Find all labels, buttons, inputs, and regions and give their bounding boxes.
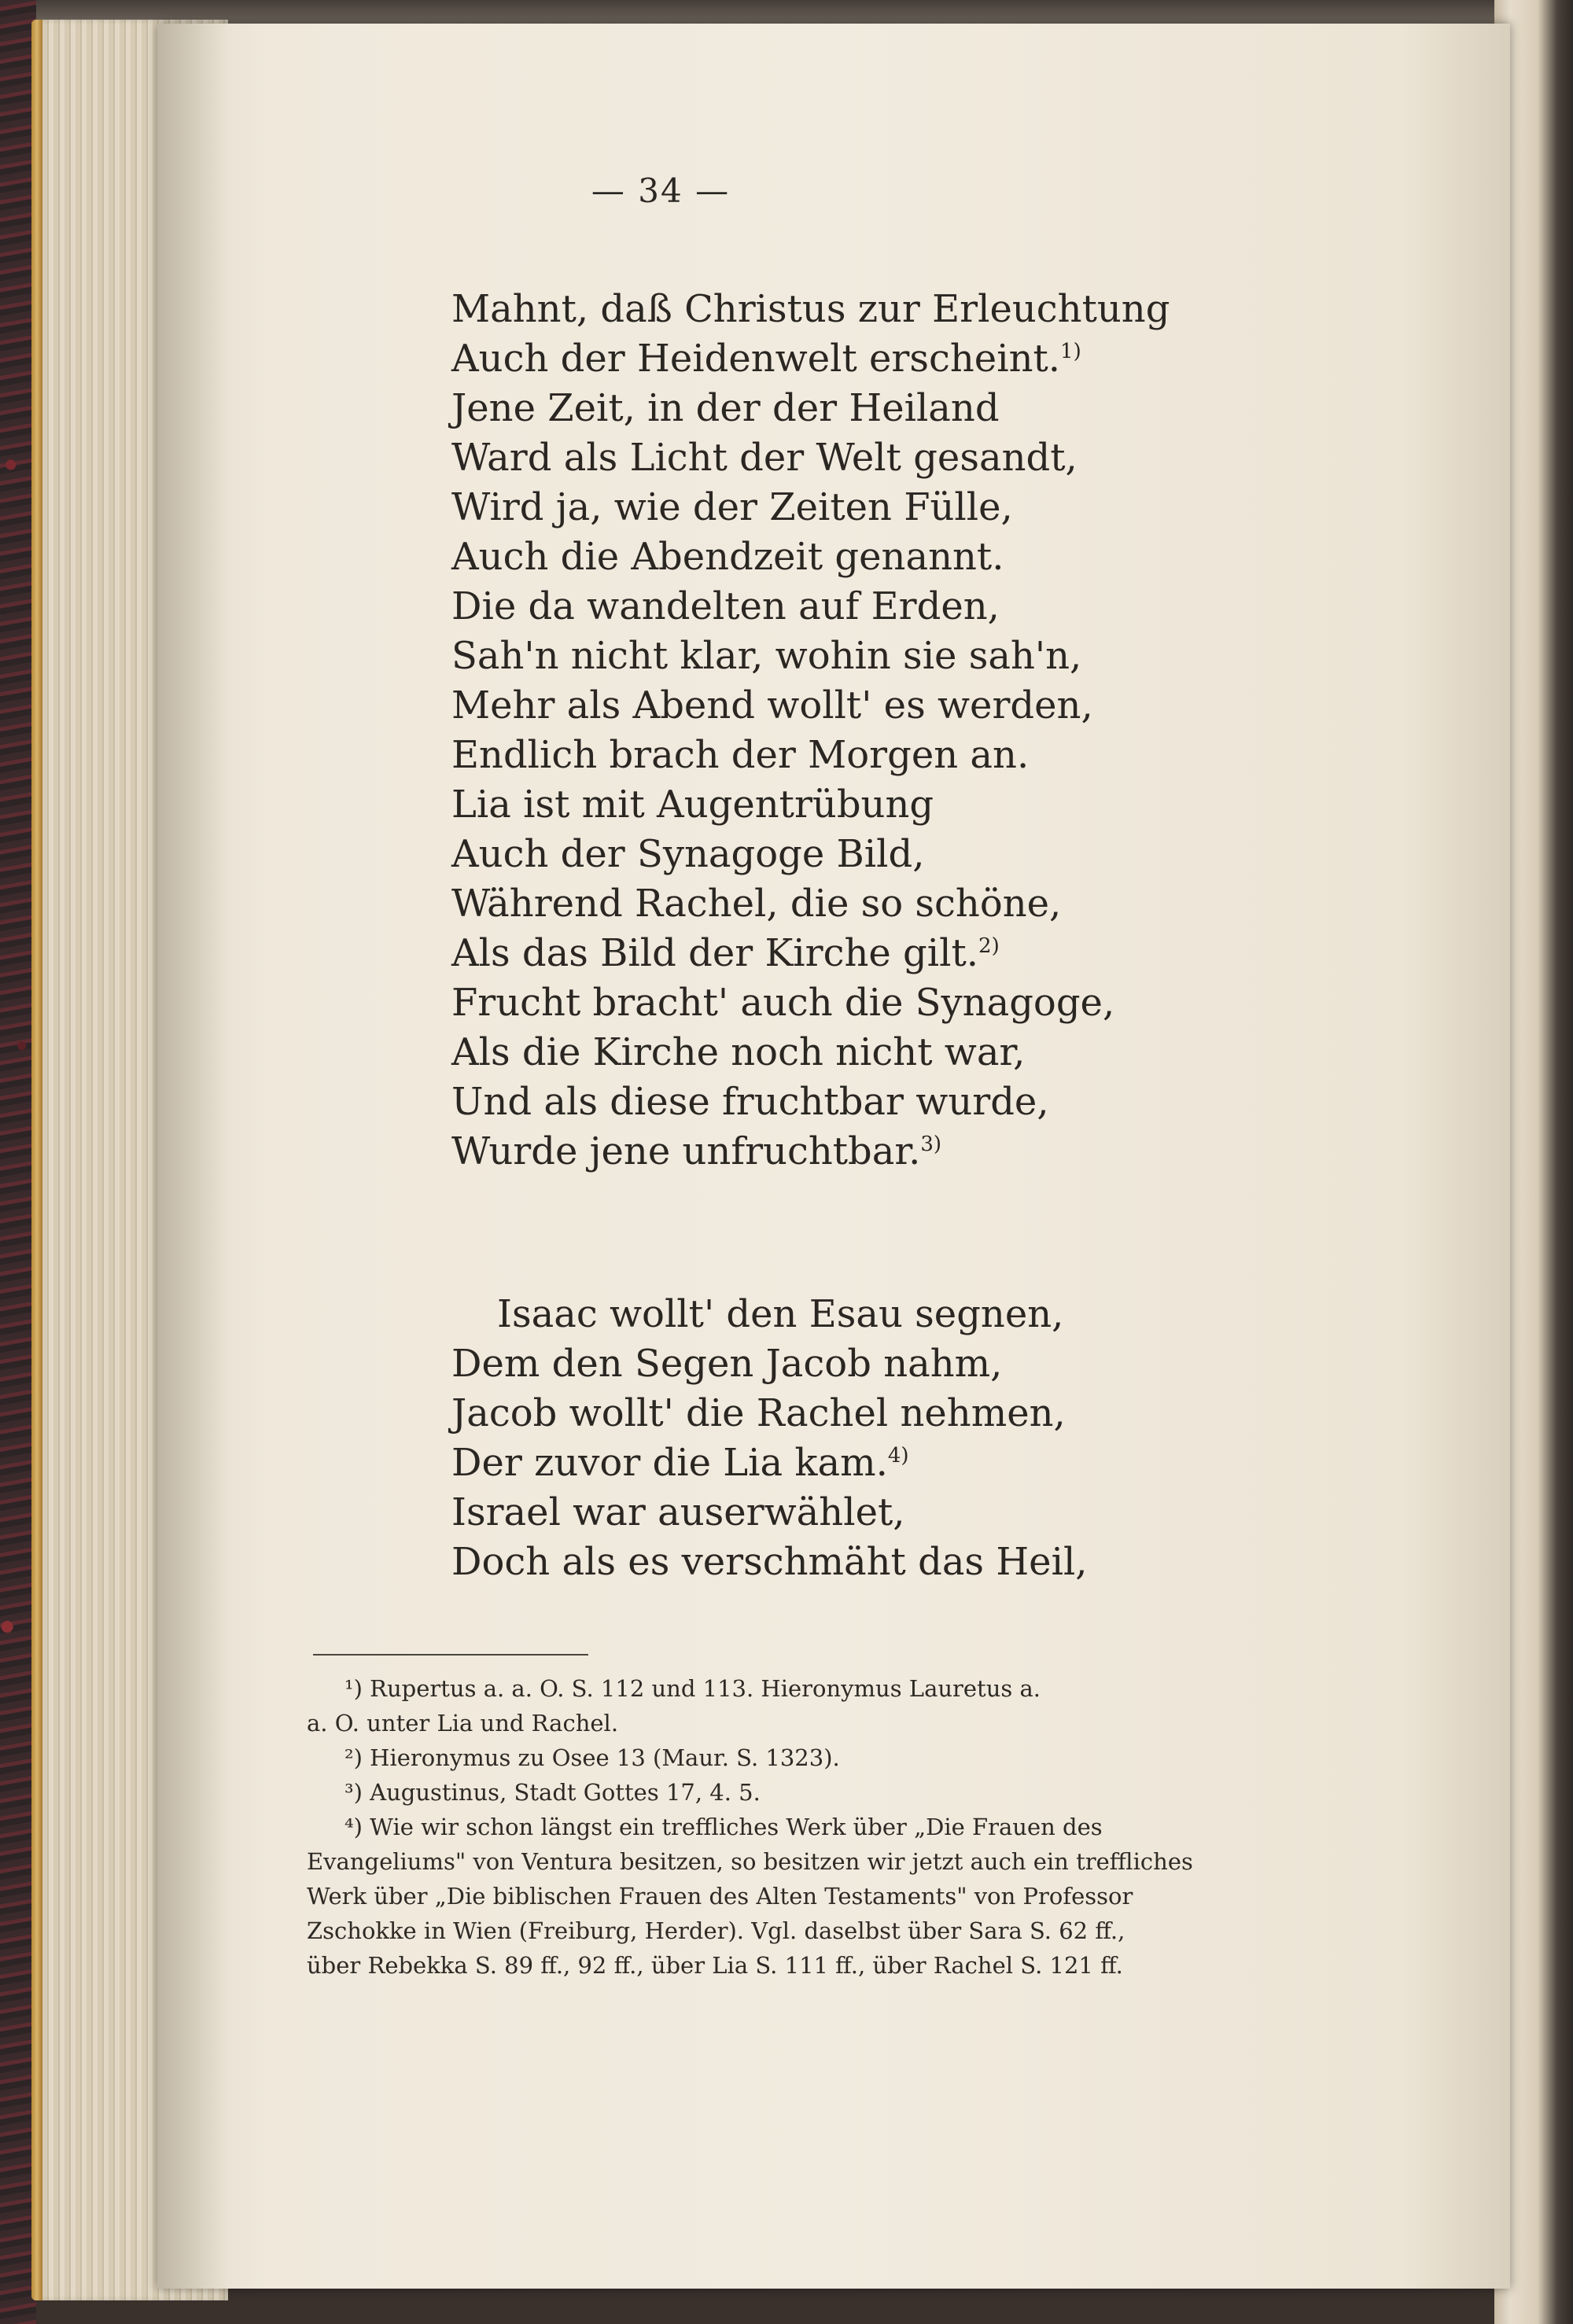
verse-line: Während Rachel, die so schöne, [451, 882, 1062, 926]
verse-line: Sah'n nicht klar, wohin sie sah'n, [451, 634, 1082, 678]
footnote-line: Werk über „Die biblischen Frauen des Alten Testaments" von Professor [307, 1883, 1133, 1910]
footnote-line: Evangeliums" von Ventura besitzen, so besitzen wir jetzt auch ein treffliches [307, 1848, 1193, 1875]
footnote-line: Zschokke in Wien (Freiburg, Herder). Vgl. daselbst über Sara S. 62 ff., [307, 1917, 1125, 1944]
footnote-line: ¹) Rupertus a. a. O. S. 112 und 113. Hieronymus Lauretus a. [344, 1675, 1041, 1702]
gutter-shadow [157, 24, 228, 2289]
footnote-line: ²) Hieronymus zu Osee 13 (Maur. S. 1323). [344, 1744, 840, 1771]
gilt-edge [31, 20, 42, 2300]
footnote-marker: 3) [920, 1133, 942, 1156]
footnote-line: ⁴) Wie wir schon längst ein treffliches Werk über „Die Frauen des [344, 1814, 1103, 1840]
page-number: — 34 — [591, 171, 731, 210]
verse-line: Dem den Segen Jacob nahm, [451, 1342, 1003, 1386]
verse-line: Die da wandelten auf Erden, [451, 584, 1000, 628]
verse-line: Doch als es verschmäht das Heil, [451, 1540, 1088, 1584]
verse-line: Jacob wollt' die Rachel nehmen, [451, 1391, 1066, 1435]
verse-line: Israel war auserwählet, [451, 1490, 905, 1534]
footnote-marker: 2) [978, 934, 1000, 958]
footnote-marker: 4) [887, 1444, 909, 1468]
footnote-marker: 1) [1060, 340, 1081, 363]
verse-line: Mahnt, daß Christus zur Erleuchtung [451, 287, 1170, 331]
verse-line: Mehr als Abend wollt' es werden, [451, 683, 1093, 727]
footnotes [307, 1671, 1471, 1983]
book-cover-top-edge [0, 0, 1573, 24]
verse-line: Auch die Abendzeit genannt. [451, 535, 1004, 579]
verse-line: Und als diese fruchtbar wurde, [451, 1080, 1049, 1124]
footnote-line: ³) Augustinus, Stadt Gottes 17, 4. 5. [344, 1779, 761, 1806]
verse-line: Auch der Synagoge Bild, [451, 832, 925, 876]
verse-line: Frucht bracht' auch die Synagoge, [451, 981, 1115, 1025]
verse-line: Als das Bild der Kirche gilt.$^{2)}$ [451, 931, 1000, 975]
verse-line: Als die Kirche noch nicht war, [451, 1030, 1026, 1074]
verse-line: Der zuvor die Lia kam.$^{4)}$ [451, 1441, 909, 1485]
verse-line: Wird ja, wie der Zeiten Fülle, [451, 485, 1013, 529]
footnote-divider [313, 1654, 588, 1656]
verse-line: Isaac wollt' den Esau segnen, [497, 1292, 1064, 1336]
verse-line: Jene Zeit, in der der Heiland [451, 386, 1000, 430]
verse-line: Auch der Heidenwelt erscheint.$^{1)}$ [451, 337, 1081, 381]
footnote-line: a. O. unter Lia und Rachel. [307, 1710, 619, 1737]
verse-line: Ward als Licht der Welt gesandt, [451, 436, 1078, 480]
verse-line: Lia ist mit Augentrübung [451, 783, 934, 827]
verse-line: Wurde jene unfruchtbar.$^{3)}$ [451, 1129, 942, 1173]
stanza-1 [451, 285, 1170, 1177]
verse-line: Endlich brach der Morgen an. [451, 733, 1030, 777]
stanza-2 [451, 1290, 1088, 1587]
footnote-line: über Rebekka S. 89 ff., 92 ff., über Lia S. 111 ff., über Rachel S. 121 ff. [307, 1952, 1123, 1979]
